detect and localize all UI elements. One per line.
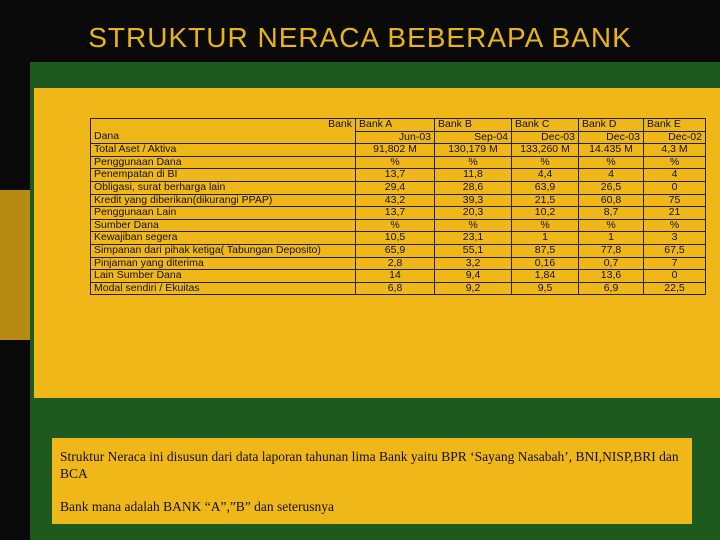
row-label: Penggunaan Lain xyxy=(91,207,356,220)
table-row xyxy=(91,244,706,257)
table-cell: 29,4 xyxy=(356,181,435,194)
table-cell: % xyxy=(512,156,579,169)
table-cell: % xyxy=(356,219,435,232)
table-cell: 4,4 xyxy=(512,169,579,182)
table-cell: % xyxy=(356,156,435,169)
table-cell: % xyxy=(579,156,644,169)
table-cell: 6,8 xyxy=(356,282,435,295)
table-cell: 20,3 xyxy=(435,207,512,220)
table-cell: 13,7 xyxy=(356,169,435,182)
row-label: Modal sendiri / Ekuitas xyxy=(91,282,356,295)
row-label: Obligasi, surat berharga lain xyxy=(91,181,356,194)
row-label: Penggunaan Dana xyxy=(91,156,356,169)
table-cell: % xyxy=(435,219,512,232)
bank-header: Bank E xyxy=(644,119,706,132)
table-cell: % xyxy=(579,219,644,232)
table-cell: 23,1 xyxy=(435,232,512,245)
table-cell: 1 xyxy=(579,232,644,245)
table-cell: 26,5 xyxy=(579,181,644,194)
table-row xyxy=(91,257,706,270)
table-cell: 14.435 M xyxy=(579,144,644,157)
table-cell: 21,5 xyxy=(512,194,579,207)
note-panel xyxy=(52,438,692,524)
date-header: Dec-03 xyxy=(579,131,644,144)
bank-header: Bank B xyxy=(435,119,512,132)
table-cell: 77,8 xyxy=(579,244,644,257)
table-cell: 28,6 xyxy=(435,181,512,194)
table-row xyxy=(91,282,706,295)
date-header: Dec-02 xyxy=(644,131,706,144)
table-cell: 1,84 xyxy=(512,270,579,283)
table-cell: 75 xyxy=(644,194,706,207)
header-row-banks xyxy=(91,119,706,132)
table-row xyxy=(91,219,706,232)
table-cell: 9,5 xyxy=(512,282,579,295)
table-row xyxy=(91,156,706,169)
bank-header: Bank A xyxy=(356,119,435,132)
table-cell: 22,5 xyxy=(644,282,706,295)
table-cell: 10,2 xyxy=(512,207,579,220)
slide-title: STRUKTUR NERACA BEBERAPA BANK xyxy=(88,22,632,53)
table-cell: 91,802 M xyxy=(356,144,435,157)
row-label: Sumber Dana xyxy=(91,219,356,232)
table-row xyxy=(91,169,706,182)
table-cell: 130,179 M xyxy=(435,144,512,157)
table-cell: 10,5 xyxy=(356,232,435,245)
table-cell: 0 xyxy=(644,270,706,283)
row-label: Kredit yang diberikan(dikurangi PPAP) xyxy=(91,194,356,207)
header-row-dates xyxy=(91,131,706,144)
table-cell: 4 xyxy=(644,169,706,182)
table-cell: 63,9 xyxy=(512,181,579,194)
table-cell: 55,1 xyxy=(435,244,512,257)
table-cell: 9,2 xyxy=(435,282,512,295)
table-row xyxy=(91,270,706,283)
table-cell: 60,8 xyxy=(579,194,644,207)
table-cell: 4,3 M xyxy=(644,144,706,157)
table-cell: % xyxy=(435,156,512,169)
date-header: Sep-04 xyxy=(435,131,512,144)
table-cell: 0,7 xyxy=(579,257,644,270)
table-cell: 67,5 xyxy=(644,244,706,257)
balance-sheet-table xyxy=(90,118,706,295)
row-label: Total Aset / Aktiva xyxy=(91,144,356,157)
table-cell: 11,8 xyxy=(435,169,512,182)
table-cell: 21 xyxy=(644,207,706,220)
table-cell: % xyxy=(644,156,706,169)
row-label: Lain Sumber Dana xyxy=(91,270,356,283)
table-cell: 9,4 xyxy=(435,270,512,283)
table-cell: 87,5 xyxy=(512,244,579,257)
date-header: Dec-03 xyxy=(512,131,579,144)
table-row xyxy=(91,207,706,220)
table-cell: 6,9 xyxy=(579,282,644,295)
table-cell: 0 xyxy=(644,181,706,194)
note-line-1: Struktur Neraca ini disusun dari data laporan tahunan lima Bank yaitu BPR ‘Sayang Nasabah’, BNI,NISP,BRI dan BCA xyxy=(60,449,679,481)
table-cell: 43,2 xyxy=(356,194,435,207)
table-cell: % xyxy=(644,219,706,232)
table-cell: 65,9 xyxy=(356,244,435,257)
table-cell: 39,3 xyxy=(435,194,512,207)
table-cell: % xyxy=(512,219,579,232)
table-cell: 4 xyxy=(579,169,644,182)
note-line-2: Bank mana adalah BANK “A”,”B” dan seterusnya xyxy=(60,499,335,514)
row-label: Kewajiban segera xyxy=(91,232,356,245)
bank-header: Bank C xyxy=(512,119,579,132)
table-cell: 13,6 xyxy=(579,270,644,283)
table-row xyxy=(91,144,706,157)
table-cell: 3,2 xyxy=(435,257,512,270)
table-cell: 3 xyxy=(644,232,706,245)
table-cell: 1 xyxy=(512,232,579,245)
row-label: Penempatan di BI xyxy=(91,169,356,182)
table-panel xyxy=(34,88,720,398)
table-cell: 14 xyxy=(356,270,435,283)
table-cell: 8,7 xyxy=(579,207,644,220)
corner-bank-label: Bank xyxy=(91,119,356,132)
table-row xyxy=(91,194,706,207)
table-cell: 7 xyxy=(644,257,706,270)
table-row xyxy=(91,232,706,245)
table-cell: 13,7 xyxy=(356,207,435,220)
row-label: Simpanan dari pihak ketiga( Tabungan Deposito) xyxy=(91,244,356,257)
date-header: Jun-03 xyxy=(356,131,435,144)
table-cell: 0,16 xyxy=(512,257,579,270)
table-cell: 133,260 M xyxy=(512,144,579,157)
page-number: 1 xyxy=(686,500,693,515)
row-label: Pinjaman yang diterima xyxy=(91,257,356,270)
table-row xyxy=(91,181,706,194)
bank-header: Bank D xyxy=(579,119,644,132)
table-cell: 2,8 xyxy=(356,257,435,270)
corner-dana-label: Dana xyxy=(91,131,356,144)
